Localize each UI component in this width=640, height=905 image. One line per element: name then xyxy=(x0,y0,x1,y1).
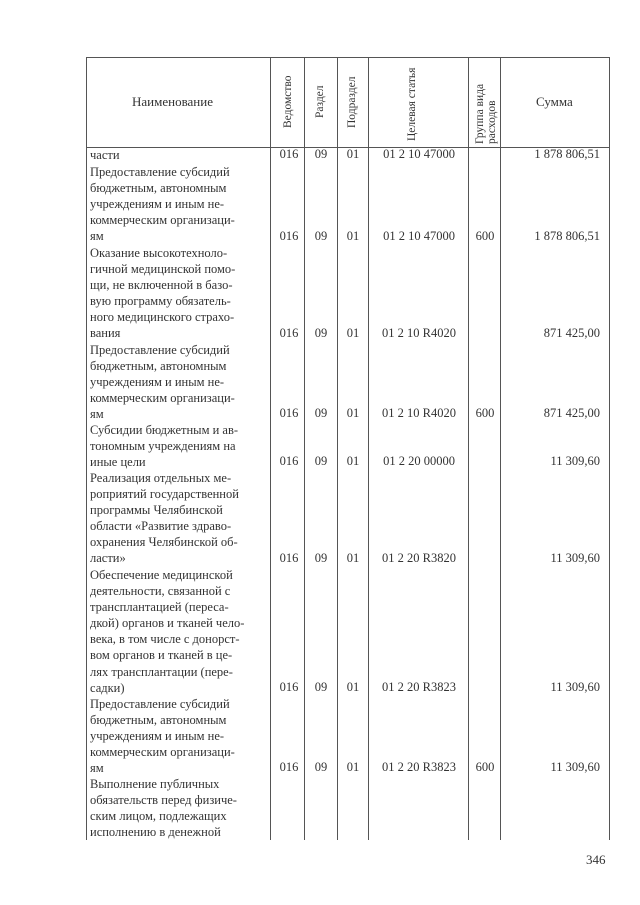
cell-razdel: 09 xyxy=(314,229,328,243)
cell-celevaya: 01 2 20 R3823 xyxy=(382,680,456,694)
table-row-name: Предоставление субсидий бюджетным, автономным учреждениям и иным не- коммерческим организаци- ям xyxy=(90,165,235,244)
cell-razdel: 09 xyxy=(314,147,328,161)
table-top-border xyxy=(86,57,610,58)
table-row-name: Реализация отдельных ме- роприятий государственной программы Челябинской области «Развитие здраво- охранения Челябинской об- ласти» xyxy=(90,471,239,566)
cell-razdel: 09 xyxy=(314,760,328,774)
cell-podrazdel: 01 xyxy=(346,326,360,340)
cell-vedomstvo: 016 xyxy=(279,406,299,420)
cell-summa: 1 878 806,51 xyxy=(534,229,600,243)
cell-summa: 871 425,00 xyxy=(543,326,600,340)
cell-vedomstvo: 016 xyxy=(279,326,299,340)
cell-podrazdel: 01 xyxy=(346,760,360,774)
table-row-name: Обеспечение медицинской деятельности, связанной с трансплантацией (переса- дкой) органов и тканей чело- века, в том числе с донорст- вом органов и тканей в це- лях трансплантации (пере- садки) xyxy=(90,568,245,695)
table-row-name: Субсидии бюджетным и ав- тономным учреждениям на иные цели xyxy=(90,423,239,470)
cell-podrazdel: 01 xyxy=(346,147,360,161)
col-border-raz xyxy=(337,57,338,840)
cell-razdel: 09 xyxy=(314,551,328,565)
cell-razdel: 09 xyxy=(314,326,328,340)
header-vedomstvo: Ведомство xyxy=(282,75,294,129)
cell-razdel: 09 xyxy=(314,406,328,420)
cell-razdel: 09 xyxy=(314,454,328,468)
header-gruppa: Группа вида расходов xyxy=(474,83,498,144)
col-border-cel xyxy=(468,57,469,840)
cell-podrazdel: 01 xyxy=(346,406,360,420)
col-border-left xyxy=(86,57,87,840)
cell-vedomstvo: 016 xyxy=(279,760,299,774)
table-row-name: части xyxy=(90,148,120,162)
cell-summa: 11 309,60 xyxy=(550,454,600,468)
cell-podrazdel: 01 xyxy=(346,229,360,243)
cell-gruppa: 600 xyxy=(475,229,495,243)
col-border-pod xyxy=(368,57,369,840)
cell-summa: 11 309,60 xyxy=(550,760,600,774)
cell-gruppa: 600 xyxy=(475,760,495,774)
cell-vedomstvo: 016 xyxy=(279,551,299,565)
col-border-name xyxy=(270,57,271,840)
cell-summa: 11 309,60 xyxy=(550,680,600,694)
cell-celevaya: 01 2 10 47000 xyxy=(383,229,455,243)
header-celevaya: Целевая статья xyxy=(406,67,418,141)
col-border-grp xyxy=(500,57,501,840)
cell-razdel: 09 xyxy=(314,680,328,694)
cell-gruppa: 600 xyxy=(475,406,495,420)
cell-celevaya: 01 2 20 00000 xyxy=(383,454,455,468)
cell-vedomstvo: 016 xyxy=(279,454,299,468)
header-summa: Сумма xyxy=(536,94,573,109)
cell-vedomstvo: 016 xyxy=(279,229,299,243)
cell-summa: 11 309,60 xyxy=(550,551,600,565)
table-row-name: Предоставление субсидий бюджетным, автономным учреждениям и иным не- коммерческим организаци- ям xyxy=(90,343,235,422)
cell-celevaya: 01 2 20 R3823 xyxy=(382,760,456,774)
cell-podrazdel: 01 xyxy=(346,454,360,468)
header-name: Наименование xyxy=(132,94,213,109)
table-row-name: Предоставление субсидий бюджетным, автономным учреждениям и иным не- коммерческим организаци- ям xyxy=(90,697,235,776)
table-row-name: Оказание высокотехноло- гичной медицинской помо- щи, не включенной в базо- вую программу обязатель- ного медицинского страхо- вания xyxy=(90,246,236,341)
col-border-right xyxy=(609,57,610,840)
header-podrazdel: Подраздел xyxy=(346,76,358,128)
cell-summa: 871 425,00 xyxy=(543,406,600,420)
cell-vedomstvo: 016 xyxy=(279,147,299,161)
cell-vedomstvo: 016 xyxy=(279,680,299,694)
header-razdel: Раздел xyxy=(314,85,326,119)
cell-celevaya: 01 2 10 R4020 xyxy=(382,326,456,340)
cell-celevaya: 01 2 20 R3820 xyxy=(382,551,456,565)
cell-celevaya: 01 2 10 47000 xyxy=(383,147,455,161)
cell-podrazdel: 01 xyxy=(346,680,360,694)
page-number: 346 xyxy=(586,852,606,867)
cell-podrazdel: 01 xyxy=(346,551,360,565)
col-border-ved xyxy=(304,57,305,840)
table-row-name: Выполнение публичных обязательств перед физиче- ским лицом, подлежащих исполнению в денежной xyxy=(90,777,237,840)
cell-summa: 1 878 806,51 xyxy=(534,147,600,161)
cell-celevaya: 01 2 10 R4020 xyxy=(382,406,456,420)
